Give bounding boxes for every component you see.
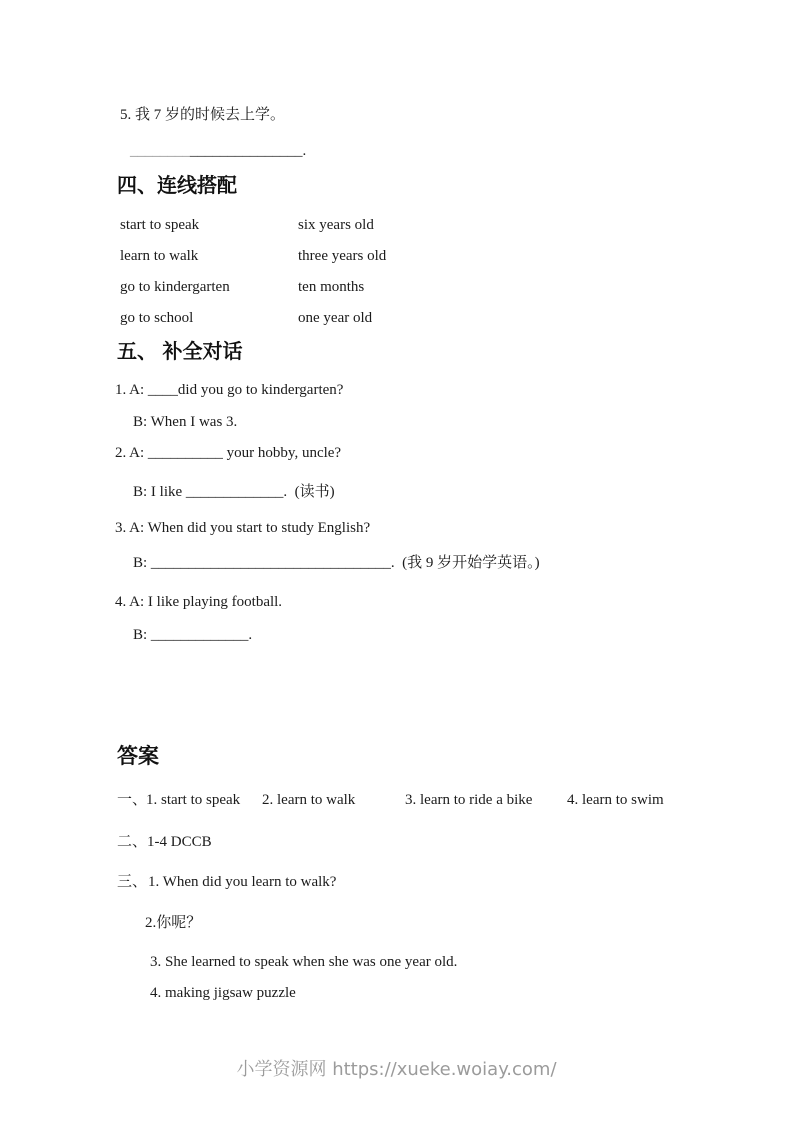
question-5-answer-blank bbox=[130, 142, 306, 162]
answers-heading: 答案 bbox=[117, 745, 159, 768]
matching-right-item: ten months bbox=[298, 279, 365, 295]
section-5-heading: 五、 补全对话 bbox=[117, 341, 243, 363]
site-watermark: 小学资源网 https://xueke.woiay.com/ bbox=[236, 1059, 557, 1080]
matching-row bbox=[120, 247, 540, 278]
matching-left-item: start to speak bbox=[120, 217, 200, 233]
dialogue-2-line-b: B: I like _____________. (读书) bbox=[133, 484, 335, 500]
blank-segment-gray: ________ bbox=[130, 143, 190, 159]
answer-row-3-item-4: 4. making jigsaw puzzle bbox=[150, 985, 296, 1001]
blank-segment-black: _______________. bbox=[190, 143, 307, 159]
section-4-heading: 四、连线搭配 bbox=[117, 175, 237, 197]
answer-row-3-item-3: 3. She learned to speak when she was one year old. bbox=[150, 954, 458, 970]
answer-row-1-item-2: 2. learn to walk bbox=[262, 792, 356, 808]
matching-row bbox=[120, 309, 540, 340]
answer-row-1-label: 一、 bbox=[117, 792, 148, 808]
dialogue-3-line-a: 3. A: When did you start to study English? bbox=[115, 520, 371, 536]
matching-right-item: one year old bbox=[298, 310, 373, 326]
matching-right-item: three years old bbox=[298, 248, 387, 264]
matching-row bbox=[120, 216, 540, 247]
answer-row-1-item-4: 4. learn to swim bbox=[567, 792, 664, 808]
answer-row-1-item-3: 3. learn to ride a bike bbox=[405, 792, 533, 808]
dialogue-1-line-a: 1. A: ____did you go to kindergarten? bbox=[115, 382, 344, 398]
answer-row-2-text: 1-4 DCCB bbox=[147, 834, 212, 850]
matching-left-item: go to school bbox=[120, 310, 194, 326]
question-5-text: 5. 我 7 岁的时候去上学。 bbox=[120, 107, 286, 123]
answer-row-3-item-1: 1. When did you learn to walk? bbox=[148, 874, 337, 890]
dialogue-4-line-a: 4. A: I like playing football. bbox=[115, 594, 283, 610]
answer-row-3-label: 三、 bbox=[117, 874, 148, 890]
dialogue-2-line-a: 2. A: __________ your hobby, uncle? bbox=[115, 445, 342, 461]
matching-row bbox=[120, 278, 540, 309]
dialogue-1-line-b: B: When I was 3. bbox=[133, 414, 238, 430]
answer-row-3-item-2: 2.你呢？ bbox=[145, 915, 202, 931]
matching-list bbox=[120, 216, 540, 340]
answer-row-1-item-1: 1. start to speak bbox=[146, 792, 241, 808]
matching-left-item: learn to walk bbox=[120, 248, 199, 264]
dialogue-3-line-b: B: ________________________________. (我 9 岁开始学英语。) bbox=[133, 555, 540, 571]
matching-left-item: go to kindergarten bbox=[120, 279, 230, 295]
matching-right-item: six years old bbox=[298, 217, 374, 233]
dialogue-4-line-b: B: _____________. bbox=[133, 627, 253, 643]
answer-row-2-label: 二、 bbox=[117, 834, 148, 850]
